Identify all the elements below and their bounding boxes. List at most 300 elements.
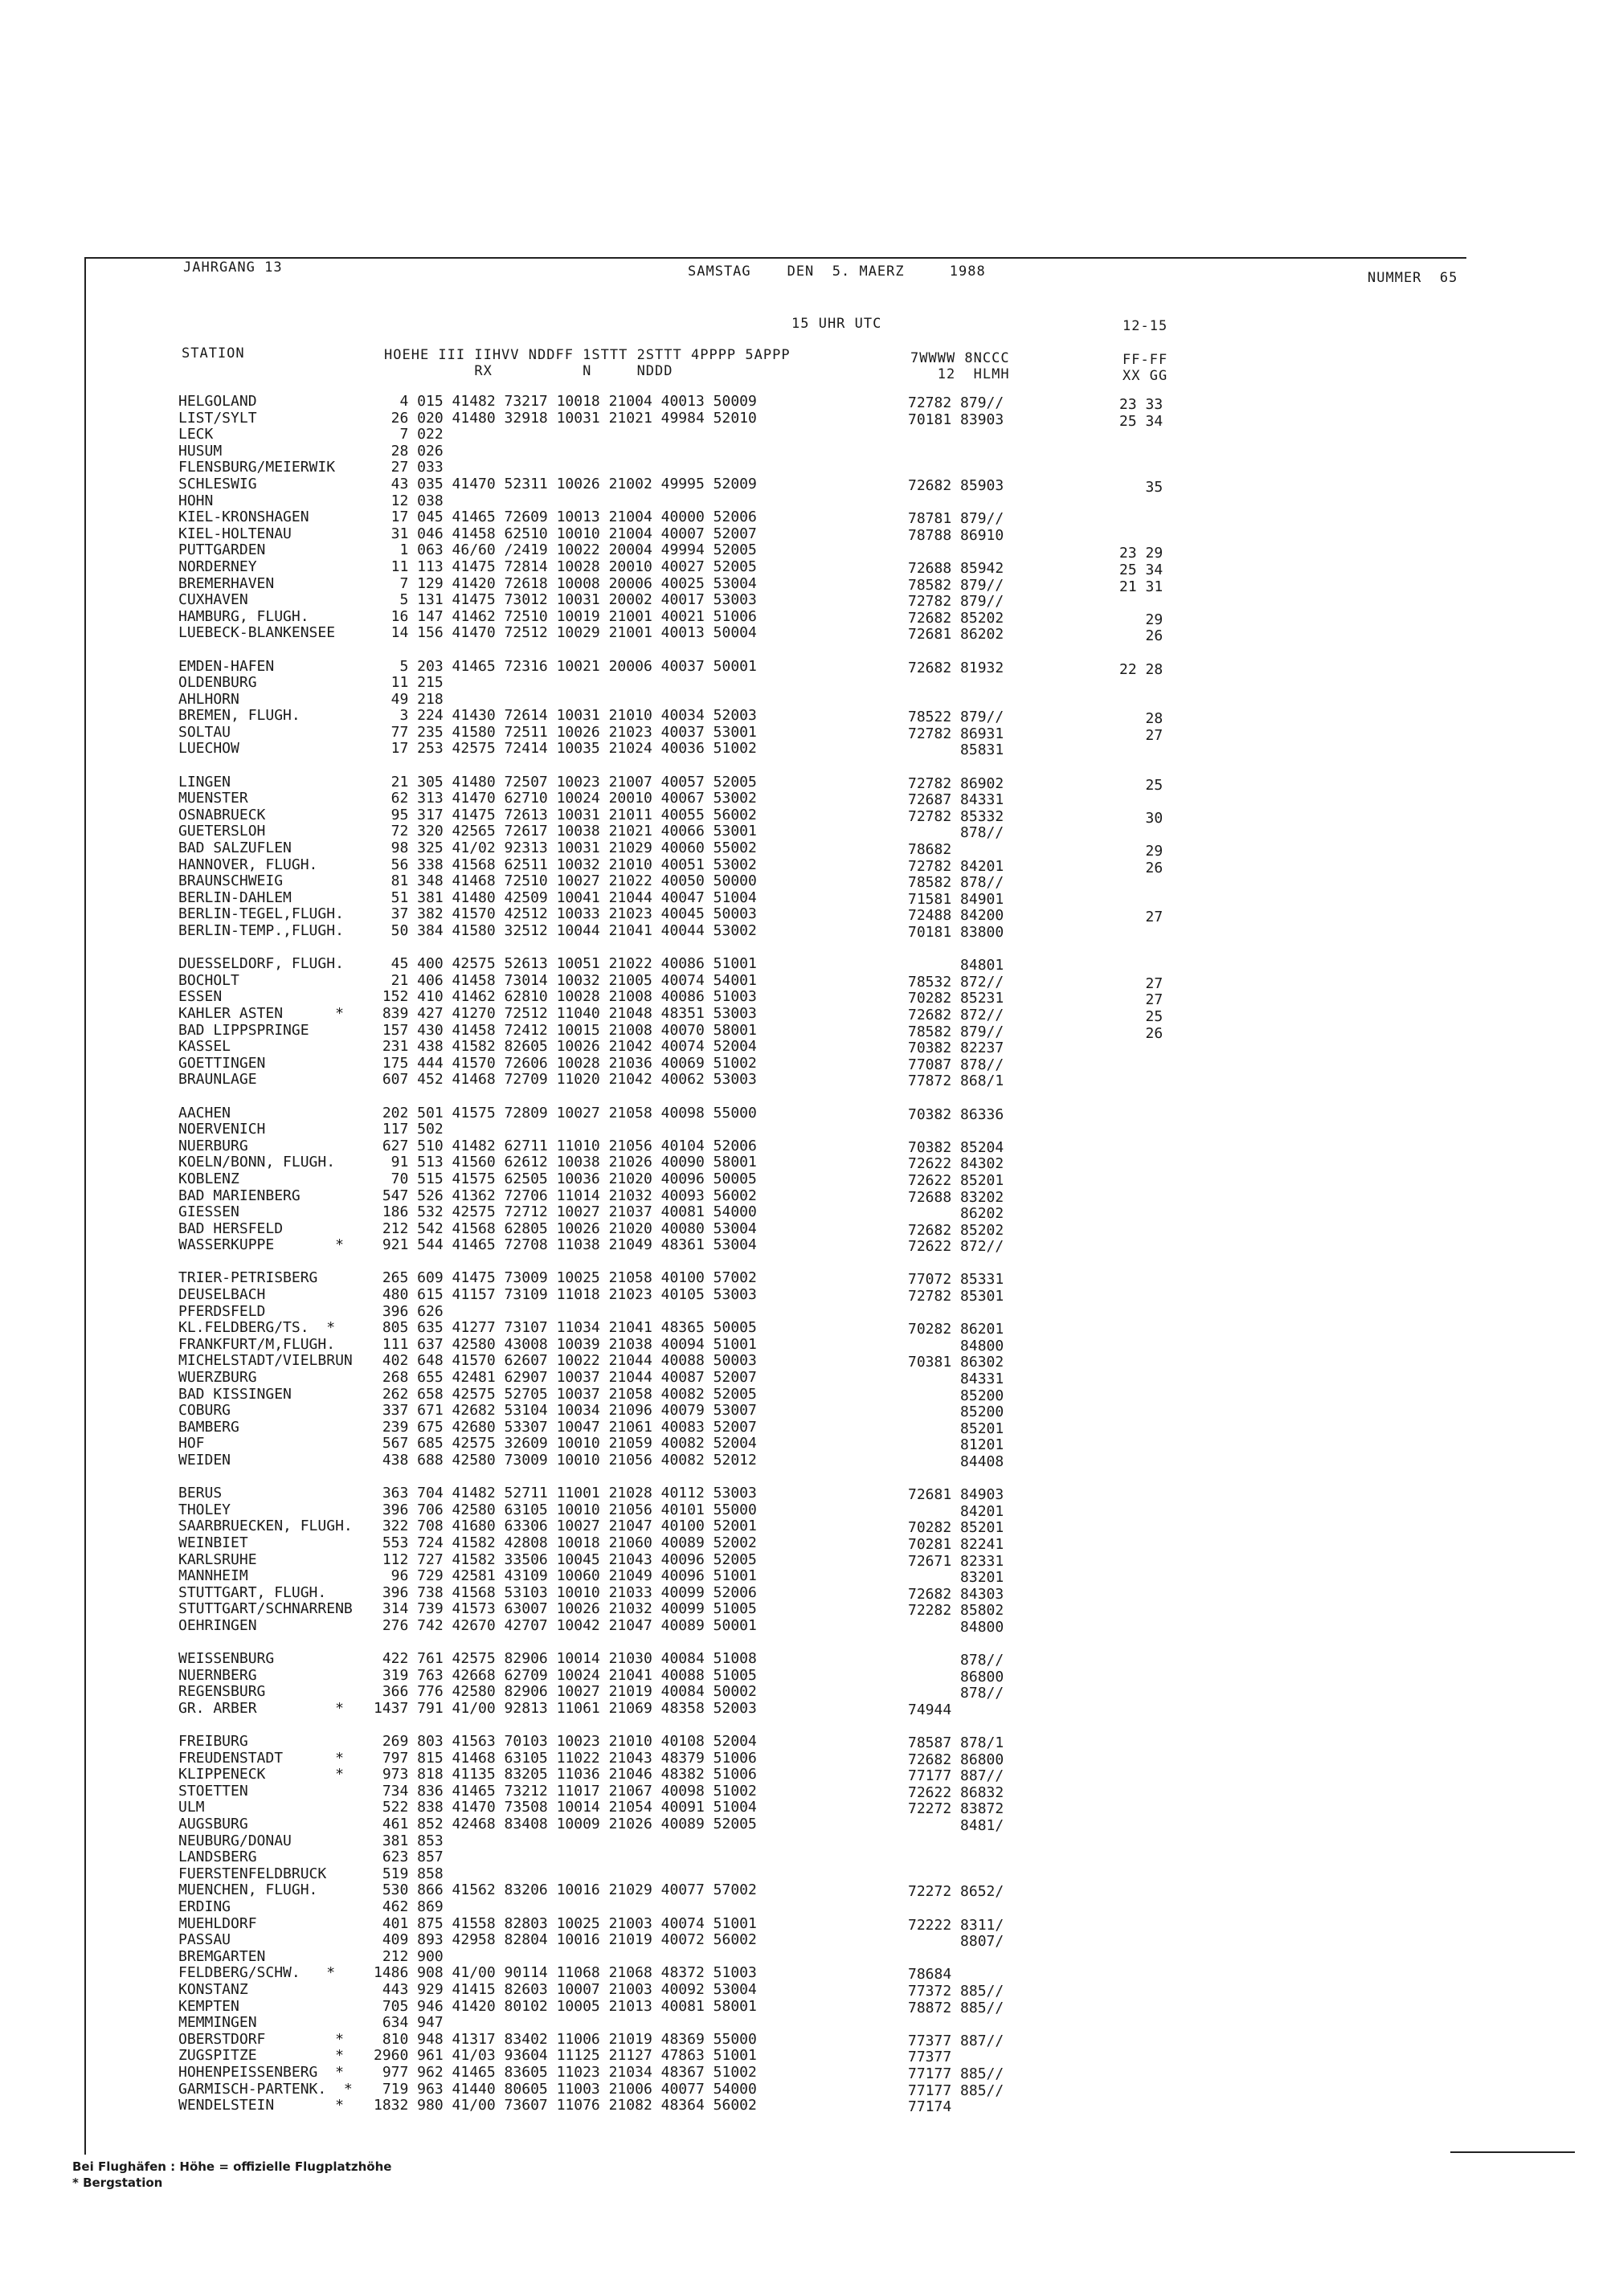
wind-gust bbox=[1119, 1638, 1163, 1655]
station-name: GR. ARBER * bbox=[178, 1699, 344, 1717]
synop-codes: 461 852 42468 83408 10009 21026 40089 52005 bbox=[374, 1816, 757, 1833]
wind-gust bbox=[1119, 1754, 1163, 1771]
synop-codes: 51 381 41480 42509 10041 21044 40047 51004 bbox=[374, 889, 757, 906]
code-column-header: HOEHE III IIHVV NDDFF 1STTT 2STTT 4PPPP 5APPP bbox=[384, 347, 791, 363]
weather-codes: 70282 85201 bbox=[908, 1519, 1004, 1537]
synop-codes: 152 410 41462 62810 10028 21008 40086 51003 bbox=[374, 988, 757, 1006]
synop-codes: 607 452 41468 72709 11020 21042 40062 53003 bbox=[374, 1071, 757, 1089]
report-time: 15 UHR UTC bbox=[791, 316, 882, 332]
station-name: KARLSRUHE bbox=[178, 1550, 257, 1568]
weather-codes bbox=[908, 759, 1004, 776]
synop-codes: 265 609 41475 73009 10025 21058 40100 57002 bbox=[374, 1269, 757, 1287]
weather-codes: 70181 83800 bbox=[908, 924, 1004, 941]
station-name: STUTTGART, FLUGH. bbox=[178, 1583, 327, 1601]
station-name: MUENCHEN, FLUGH. bbox=[178, 1881, 318, 1899]
wind-gust bbox=[1119, 893, 1163, 910]
report-date: SAMSTAG DEN 5. MAERZ 1988 bbox=[688, 264, 986, 280]
station-name: FREIBURG bbox=[178, 1733, 248, 1751]
station-name bbox=[178, 1089, 353, 1105]
wind-gust bbox=[1119, 1853, 1163, 1869]
wind-gust bbox=[1119, 1737, 1163, 1754]
weather-codes: 72782 85301 bbox=[908, 1288, 1004, 1305]
synop-codes: 62 313 41470 62710 10024 20010 40067 53002 bbox=[374, 790, 757, 807]
synop-codes: 396 626 bbox=[374, 1302, 444, 1320]
synop-codes: 839 427 41270 72512 11040 21048 48351 53003 bbox=[374, 1004, 757, 1022]
wind-gust bbox=[1119, 2085, 1163, 2102]
wind-gust: 29 bbox=[1119, 843, 1163, 860]
synop-codes: 28 026 bbox=[374, 442, 444, 460]
station-name: BAD LIPPSPRINGE bbox=[178, 1021, 309, 1039]
station-name: HAMBURG, FLUGH. bbox=[178, 607, 309, 625]
synop-codes: 319 763 42668 62709 10024 21041 40088 51005 bbox=[374, 1666, 757, 1684]
synop-codes: 12 038 bbox=[374, 492, 444, 509]
weather-codes: 72222 8311/ bbox=[908, 1916, 1004, 1934]
synop-codes: 977 962 41465 83605 11023 21034 48367 51002 bbox=[374, 2063, 757, 2081]
synop-codes: 37 382 41570 42512 10033 21023 40045 50003 bbox=[374, 905, 757, 923]
station-name: AHLHORN bbox=[178, 690, 239, 708]
synop-codes: 77 235 41580 72511 10026 21023 40037 53001 bbox=[374, 723, 757, 741]
station-name: FRANKFURT/M,FLUGH. bbox=[178, 1335, 336, 1353]
station-name: KOELN/BONN, FLUGH. bbox=[178, 1154, 336, 1171]
weather-codes: 84408 bbox=[908, 1453, 1004, 1470]
weather-codes bbox=[908, 1471, 1004, 1488]
station-name bbox=[178, 1635, 353, 1652]
wind-gust bbox=[1119, 1323, 1163, 1340]
synop-codes: 96 729 42581 43109 10060 21049 40096 51001 bbox=[374, 1567, 757, 1585]
synop-codes: 212 900 bbox=[374, 1947, 444, 1965]
weather-codes: 77872 868/1 bbox=[908, 1072, 1004, 1090]
wind-gust: 22 28 bbox=[1119, 660, 1163, 678]
weather-codes: 78682 bbox=[908, 841, 952, 859]
weather-codes: 84800 bbox=[908, 1337, 1004, 1354]
weather-codes: 85200 bbox=[908, 1403, 1004, 1421]
wind-gust: 27 bbox=[1119, 909, 1163, 926]
wind-gust bbox=[1119, 1240, 1163, 1257]
wind-gust bbox=[1119, 1489, 1163, 1505]
station-name: BERLIN-TEGEL,FLUGH. bbox=[178, 905, 344, 923]
weather-column-header: 7WWWW 8NCCC bbox=[910, 350, 1010, 366]
synop-codes: 21 406 41458 73014 10032 21005 40074 54001 bbox=[374, 971, 757, 989]
station-name: ZUGSPITZE * bbox=[178, 2047, 344, 2065]
weather-codes: 72622 872// bbox=[908, 1238, 1004, 1256]
station-name: REGENSBURG bbox=[178, 1683, 266, 1701]
wind-gust bbox=[1119, 1787, 1163, 1804]
synop-codes: 719 963 41440 80605 11003 21006 40077 54000 bbox=[374, 2080, 757, 2098]
synop-codes: 810 948 41317 83402 11006 21019 48369 55000 bbox=[374, 2030, 757, 2048]
station-name: WEINBIET bbox=[178, 1534, 248, 1551]
wind-gust: 26 bbox=[1119, 859, 1163, 876]
wind-gust bbox=[1119, 959, 1163, 976]
weather-column-subheader: 12 HLMH bbox=[910, 366, 1010, 382]
wind-gust bbox=[1119, 1456, 1163, 1473]
station-name: FREUDENSTADT * bbox=[178, 1749, 344, 1767]
wind-gust bbox=[1119, 827, 1163, 844]
weather-codes: 72622 86832 bbox=[908, 1783, 1004, 1801]
synop-codes: 98 325 41/02 92313 10031 21029 40060 55002 bbox=[374, 840, 757, 857]
wind-gust bbox=[1119, 1042, 1163, 1059]
weather-codes: 85200 bbox=[908, 1387, 1004, 1404]
station-name: HELGOLAND bbox=[178, 393, 257, 410]
wind-gust bbox=[1119, 1522, 1163, 1538]
station-name: EMDEN-HAFEN bbox=[178, 657, 275, 675]
station-name: OBERSTDORF * bbox=[178, 2030, 344, 2048]
synop-codes: 797 815 41468 63105 11022 21043 48379 51006 bbox=[374, 1749, 757, 1767]
synop-codes: 623 857 bbox=[374, 1849, 444, 1866]
synop-codes: 322 708 41680 63306 10027 21047 40100 52001 bbox=[374, 1518, 757, 1535]
wind-gust bbox=[1119, 1207, 1163, 1224]
wind-column-subheader: XX GG bbox=[1122, 368, 1168, 384]
divider bbox=[1450, 2151, 1575, 2153]
wind-gust: 23 33 bbox=[1119, 396, 1163, 413]
station-name: KIEL-HOLTENAU bbox=[178, 525, 292, 542]
synop-codes: 547 526 41362 72706 11014 21032 40093 56002 bbox=[374, 1187, 757, 1204]
station-name: WASSERKUPPE * bbox=[178, 1236, 344, 1254]
weather-codes: 72681 84903 bbox=[908, 1486, 1004, 1504]
wind-gust bbox=[1119, 1373, 1163, 1390]
synop-codes: 117 502 bbox=[374, 1121, 444, 1138]
weather-codes bbox=[908, 1636, 1004, 1653]
weather-codes: 78582 879// bbox=[908, 1023, 1004, 1040]
station-name: AACHEN bbox=[178, 1104, 231, 1121]
synop-codes: 7 022 bbox=[374, 426, 444, 443]
synop-codes: 7 129 41420 72618 10008 20006 40025 53004 bbox=[374, 574, 757, 592]
station-name: KOBLENZ bbox=[178, 1170, 239, 1187]
weather-codes bbox=[908, 1090, 1004, 1107]
weather-codes: 77177 885// bbox=[908, 2082, 1004, 2099]
synop-codes: 16 147 41462 72510 10019 21001 40021 51006 bbox=[374, 607, 757, 625]
synop-codes: 231 438 41582 82605 10026 21042 40074 52004 bbox=[374, 1038, 757, 1056]
station-name: MICHELSTADT/VIELBRUN bbox=[178, 1352, 353, 1370]
station-name bbox=[178, 1718, 353, 1734]
synop-codes: 17 253 42575 72414 10035 21024 40036 51002 bbox=[374, 740, 757, 758]
station-name: FELDBERG/SCHW. * bbox=[178, 1964, 336, 1982]
station-name: OSNABRUECK bbox=[178, 806, 266, 823]
synop-codes: 17 045 41465 72609 10013 21004 40000 52006 bbox=[374, 509, 757, 526]
wind-gust: 25 34 bbox=[1119, 561, 1163, 578]
weather-codes: 878// bbox=[908, 824, 1004, 842]
wind-gust bbox=[1119, 744, 1163, 761]
wind-gust bbox=[1119, 1109, 1163, 1126]
synop-codes: 11 113 41475 72814 10028 20010 40027 52005 bbox=[374, 558, 757, 575]
synop-codes: 72 320 42565 72617 10038 21021 40066 53001 bbox=[374, 823, 757, 840]
station-name bbox=[178, 642, 353, 659]
wind-gust bbox=[1119, 678, 1163, 695]
weather-codes bbox=[908, 1901, 1004, 1918]
weather-codes: 8481/ bbox=[908, 1817, 1004, 1835]
synop-codes: 422 761 42575 82906 10014 21030 40084 51008 bbox=[374, 1650, 757, 1668]
weather-codes: 84800 bbox=[908, 1618, 1004, 1636]
station-name: HOHN bbox=[178, 492, 214, 509]
station-name: STOETTEN bbox=[178, 1782, 248, 1800]
weather-codes: 72622 84302 bbox=[908, 1155, 1004, 1173]
wind-gust bbox=[1119, 1770, 1163, 1787]
weather-codes: 72272 8652/ bbox=[908, 1883, 1004, 1901]
wind-gust bbox=[1119, 1538, 1163, 1555]
station-name: BREMERHAVEN bbox=[178, 574, 275, 592]
wind-gust: 30 bbox=[1119, 809, 1163, 827]
synop-codes: 239 675 42680 53307 10047 21061 40083 52007 bbox=[374, 1418, 757, 1436]
synop-codes: 634 947 bbox=[374, 2014, 444, 2032]
weather-codes: 77072 85331 bbox=[908, 1271, 1004, 1289]
synop-codes: 43 035 41470 52311 10026 21002 49995 52009 bbox=[374, 475, 757, 492]
weather-codes: 72682 81932 bbox=[908, 659, 1004, 676]
wind-gust bbox=[1119, 1125, 1163, 1142]
station-name: GUETERSLOH bbox=[178, 823, 266, 840]
station-name: HUSUM bbox=[178, 442, 223, 460]
station-name: NUERNBERG bbox=[178, 1666, 257, 1684]
wind-gust bbox=[1119, 1604, 1163, 1621]
weather-codes: 83201 bbox=[908, 1569, 1004, 1587]
station-name: STUTTGART/SCHNARRENB bbox=[178, 1600, 353, 1618]
synop-codes: 276 742 42670 42707 10042 21047 40089 50001 bbox=[374, 1616, 757, 1634]
wind-gust: 25 bbox=[1119, 1007, 1163, 1025]
wind-gust: 35 bbox=[1119, 478, 1163, 496]
wind-gust bbox=[1119, 447, 1163, 464]
station-name: NEUBURG/DONAU bbox=[178, 1832, 292, 1849]
synop-codes: 91 513 41560 62612 10038 21026 40090 58001 bbox=[374, 1154, 757, 1171]
weather-codes: 70381 86302 bbox=[908, 1354, 1004, 1371]
wind-gust bbox=[1119, 2002, 1163, 2019]
synop-codes: 519 858 bbox=[374, 1865, 444, 1882]
wind-gust bbox=[1119, 513, 1163, 529]
synop-codes: 314 739 41573 63007 10026 21032 40099 51005 bbox=[374, 1600, 757, 1618]
code-column-subheader: RX N NDDD bbox=[384, 363, 673, 379]
weather-codes bbox=[908, 544, 1004, 561]
weather-codes: 72622 85201 bbox=[908, 1171, 1004, 1189]
station-name: DEUSELBACH bbox=[178, 1286, 266, 1304]
wind-gust bbox=[1119, 430, 1163, 447]
weather-codes: 72682 872// bbox=[908, 1006, 1004, 1023]
wind-gust bbox=[1119, 1885, 1163, 1902]
weather-codes bbox=[908, 1256, 1004, 1273]
weather-codes: 86202 bbox=[908, 1205, 1004, 1223]
wind-gust bbox=[1119, 1919, 1163, 1936]
synop-codes: 1832 980 41/00 73607 11076 21082 48364 56002 bbox=[374, 2097, 757, 2114]
synop-codes: 2960 961 41/03 93604 11125 21127 47863 51001 bbox=[374, 2047, 757, 2065]
weather-codes: 72682 85903 bbox=[908, 476, 1004, 494]
station-name: LANDSBERG bbox=[178, 1849, 257, 1866]
station-name: MUEHLDORF bbox=[178, 1914, 257, 1932]
weather-codes: 70282 86201 bbox=[908, 1321, 1004, 1338]
station-name: KLIPPENECK * bbox=[178, 1766, 344, 1783]
weather-codes bbox=[908, 1123, 1004, 1140]
weather-codes: 72782 85332 bbox=[908, 807, 1004, 825]
station-name: KAHLER ASTEN * bbox=[178, 1004, 344, 1022]
station-name: ULM bbox=[178, 1799, 205, 1816]
synop-codes: 366 776 42580 82906 10027 21019 40084 50002 bbox=[374, 1683, 757, 1701]
weather-codes: 77377 bbox=[908, 2049, 952, 2066]
wind-gust: 27 bbox=[1119, 974, 1163, 992]
synop-codes: 14 156 41470 72512 10029 21001 40013 50004 bbox=[374, 624, 757, 642]
synop-codes: 157 430 41458 72412 10015 21008 40070 58001 bbox=[374, 1021, 757, 1039]
weather-codes: 77372 885// bbox=[908, 1983, 1004, 2000]
weather-codes: 78522 879// bbox=[908, 709, 1004, 726]
weather-codes: 70382 86336 bbox=[908, 1105, 1004, 1123]
weather-codes: 72688 83202 bbox=[908, 1188, 1004, 1206]
synop-codes: 56 338 41568 62511 10032 21010 40051 53002 bbox=[374, 856, 757, 873]
station-name: BERUS bbox=[178, 1485, 223, 1502]
weather-codes: 84801 bbox=[908, 957, 1004, 974]
station-name: BERLIN-DAHLEM bbox=[178, 889, 292, 906]
wind-gust bbox=[1119, 1869, 1163, 1886]
synop-codes: 480 615 41157 73109 11018 21023 40105 53003 bbox=[374, 1286, 757, 1304]
synop-codes: 50 384 41580 32512 10044 21041 40044 53002 bbox=[374, 922, 757, 939]
synop-codes: 443 929 41415 82603 10007 21003 40092 53004 bbox=[374, 1981, 757, 1998]
station-name: ESSEN bbox=[178, 988, 223, 1006]
station-name: BAD KISSINGEN bbox=[178, 1385, 292, 1403]
weather-codes: 78582 879// bbox=[908, 576, 1004, 594]
weather-codes: 72682 85202 bbox=[908, 609, 1004, 627]
station-name: SOLTAU bbox=[178, 723, 231, 741]
wind-gust: 28 bbox=[1119, 710, 1163, 728]
wind-gust bbox=[1119, 1654, 1163, 1671]
weather-codes bbox=[908, 461, 1004, 478]
wind-gust bbox=[1119, 1902, 1163, 1919]
station-name: KEMPTEN bbox=[178, 1997, 239, 2015]
weather-codes: 78788 86910 bbox=[908, 526, 1004, 544]
footnote-airport: Bei Flughäfen : Höhe = offizielle Flugplatzhöhe bbox=[72, 2159, 392, 2174]
synop-codes: 268 655 42481 62907 10037 21044 40087 52007 bbox=[374, 1369, 757, 1387]
weather-codes bbox=[908, 643, 1004, 660]
station-name: WEIDEN bbox=[178, 1452, 231, 1469]
station-name: BERLIN-TEMP.,FLUGH. bbox=[178, 922, 344, 939]
wind-gust bbox=[1119, 1952, 1163, 1969]
weather-codes: 77087 878// bbox=[908, 1056, 1004, 1073]
wind-gust bbox=[1119, 1423, 1163, 1440]
synop-codes: 627 510 41482 62711 11010 21056 40104 52006 bbox=[374, 1137, 757, 1154]
wind-gust: 21 31 bbox=[1119, 578, 1163, 595]
synop-codes: 409 893 42958 82804 10016 21019 40072 56002 bbox=[374, 1931, 757, 1949]
weather-codes: 878// bbox=[908, 1685, 1004, 1702]
station-name: WENDELSTEIN * bbox=[178, 2097, 344, 2114]
synop-codes: 95 317 41475 72613 10031 21011 40055 56002 bbox=[374, 806, 757, 823]
synop-codes: 553 724 41582 42808 10018 21060 40089 52002 bbox=[374, 1534, 757, 1551]
weather-codes: 71581 84901 bbox=[908, 890, 1004, 908]
issue-number: NUMMER 65 bbox=[1368, 270, 1458, 286]
synop-codes bbox=[374, 1469, 757, 1486]
weather-codes: 72682 86800 bbox=[908, 1751, 1004, 1768]
station-name: HANNOVER, FLUGH. bbox=[178, 856, 318, 873]
station-name: LUECHOW bbox=[178, 740, 239, 758]
synop-codes: 567 685 42575 32609 10010 21059 40082 52004 bbox=[374, 1435, 757, 1452]
weather-codes bbox=[908, 1305, 1004, 1322]
weather-codes bbox=[908, 2016, 1004, 2033]
station-name: AUGSBURG bbox=[178, 1816, 248, 1833]
station-name: PASSAU bbox=[178, 1931, 231, 1949]
wind-gust bbox=[1119, 695, 1163, 712]
synop-codes: 26 020 41480 32918 10031 21021 49984 52010 bbox=[374, 409, 757, 427]
weather-codes: 70281 82241 bbox=[908, 1535, 1004, 1553]
wind-gust: 25 34 bbox=[1119, 412, 1163, 430]
synop-codes bbox=[374, 1718, 757, 1734]
synop-codes: 396 738 41568 53103 10010 21033 40099 52006 bbox=[374, 1583, 757, 1601]
synop-codes: 81 348 41468 72510 10027 21022 40050 50000 bbox=[374, 872, 757, 890]
synop-codes: 31 046 41458 62510 10010 21004 40007 52007 bbox=[374, 525, 757, 542]
wind-column-header: FF-FF bbox=[1122, 352, 1168, 368]
station-name: LINGEN bbox=[178, 773, 231, 791]
wind-gust bbox=[1119, 1439, 1163, 1456]
code-list bbox=[374, 394, 757, 2114]
weather-codes: 72272 83872 bbox=[908, 1800, 1004, 1818]
station-name: WEISSENBURG bbox=[178, 1650, 275, 1668]
station-name: BAMBERG bbox=[178, 1418, 239, 1436]
station-name bbox=[178, 758, 353, 774]
station-name: HOF bbox=[178, 1435, 205, 1452]
synop-codes: 11 215 bbox=[374, 674, 444, 692]
weather-codes: 78587 878/1 bbox=[908, 1734, 1004, 1752]
wind-gust: 23 29 bbox=[1119, 545, 1163, 562]
wind-gust bbox=[1119, 1721, 1163, 1738]
synop-codes: 1486 908 41/00 90114 11068 21068 48372 51003 bbox=[374, 1964, 757, 1982]
synop-codes: 462 869 bbox=[374, 1898, 444, 1916]
weather-codes: 84331 bbox=[908, 1371, 1004, 1388]
weather-codes: 85831 bbox=[908, 742, 1004, 759]
station-name: BAD SALZUFLEN bbox=[178, 840, 292, 857]
synop-codes: 111 637 42580 43008 10039 21038 40094 51001 bbox=[374, 1335, 757, 1353]
station-name: TRIER-PETRISBERG bbox=[178, 1269, 318, 1287]
weather-codes: 70382 85204 bbox=[908, 1138, 1004, 1156]
station-name: KIEL-KRONSHAGEN bbox=[178, 509, 309, 526]
weather-codes: 72682 85202 bbox=[908, 1221, 1004, 1239]
station-name: HOHENPEISSENBERG * bbox=[178, 2063, 344, 2081]
synop-codes: 1437 791 41/00 92813 11061 21069 48358 52003 bbox=[374, 1699, 757, 1717]
station-name: FLENSBURG/MEIERWIK bbox=[178, 459, 336, 476]
wind-gust bbox=[1119, 595, 1163, 612]
weather-codes: 70181 83903 bbox=[908, 411, 1004, 428]
weather-codes bbox=[908, 1851, 1004, 1868]
wind-gust bbox=[1119, 761, 1163, 778]
station-name: WUERZBURG bbox=[178, 1369, 257, 1387]
weather-codes bbox=[908, 1868, 1004, 1885]
station-name: MANNHEIM bbox=[178, 1567, 248, 1585]
station-name: GARMISCH-PARTENK. * bbox=[178, 2080, 353, 2098]
weather-codes: 72682 84303 bbox=[908, 1585, 1004, 1603]
wind-gust bbox=[1119, 1803, 1163, 1820]
wind-gust bbox=[1119, 794, 1163, 811]
station-name: KL.FELDBERG/TS. * bbox=[178, 1319, 336, 1337]
synop-codes: 112 727 41582 33506 10045 21043 40096 52005 bbox=[374, 1550, 757, 1568]
synop-codes: 530 866 41562 83206 10016 21029 40077 57002 bbox=[374, 1881, 757, 1899]
wind-gust bbox=[1119, 645, 1163, 662]
wind-gust bbox=[1119, 1075, 1163, 1092]
wind-gust bbox=[1119, 2051, 1163, 2068]
wind-gust bbox=[1119, 1406, 1163, 1423]
synop-codes: 3 224 41430 72614 10031 21010 40034 52003 bbox=[374, 707, 757, 725]
station-name: LUEBECK-BLANKENSEE bbox=[178, 624, 336, 642]
weather-codes: 74944 bbox=[908, 1701, 952, 1718]
station-name: ERDING bbox=[178, 1898, 231, 1916]
station-name: FUERSTENFELDBRUCK bbox=[178, 1865, 327, 1882]
wind-gust: 26 bbox=[1119, 627, 1163, 645]
synop-codes: 381 853 bbox=[374, 1832, 444, 1849]
station-name: BRAUNSCHWEIG bbox=[178, 872, 284, 890]
station-name: KONSTANZ bbox=[178, 1981, 248, 1998]
station-name: GIESSEN bbox=[178, 1203, 239, 1221]
synop-codes: 522 838 41470 73508 10014 21054 40091 51004 bbox=[374, 1799, 757, 1816]
wind-gust bbox=[1119, 1356, 1163, 1373]
jahrgang-label: JAHRGANG 13 bbox=[183, 259, 283, 276]
weather-codes: 78781 879// bbox=[908, 510, 1004, 528]
wind-gust bbox=[1119, 926, 1163, 943]
synop-codes: 5 203 41465 72316 10021 20006 40037 50001 bbox=[374, 657, 757, 675]
synop-codes: 5 131 41475 73012 10031 20002 40017 53003 bbox=[374, 591, 757, 609]
wind-gust bbox=[1119, 1257, 1163, 1274]
wind-gust bbox=[1119, 496, 1163, 513]
station-name: PUTTGARDEN bbox=[178, 541, 266, 559]
station-name: BRAUNLAGE bbox=[178, 1071, 257, 1089]
wind-gust bbox=[1119, 529, 1163, 546]
weather-codes: 72782 86902 bbox=[908, 774, 1004, 792]
